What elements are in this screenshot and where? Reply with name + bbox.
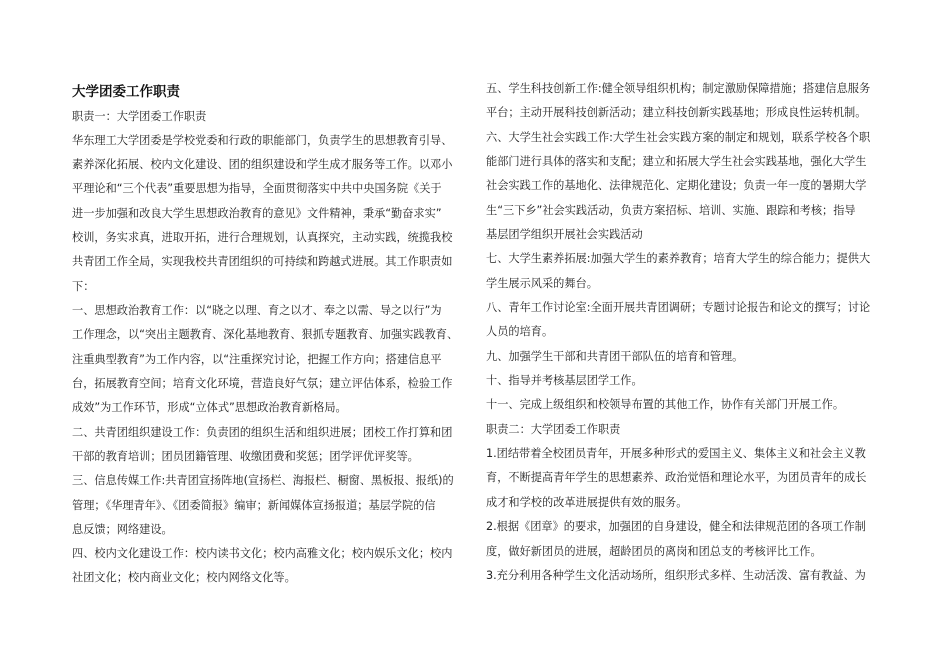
text-line: 度，做好新团员的进展，超龄团员的离岗和团总支的考核评比工作。	[486, 545, 822, 558]
text-line: 能部门进行具体的落实和支配；建立和拓展大学生社会实践基地，强化大学生	[486, 155, 867, 168]
text-line: 下：	[72, 280, 95, 293]
text-line: 七、大学生素养拓展:加强大学生的素养教育；培育大学生的综合能力；提供大	[486, 252, 871, 265]
text-line: 十一、完成上级组织和校领导布置的其他工作，协作有关部门开展工作。	[486, 398, 845, 411]
text-line: 学生展示风采的舞台。	[486, 277, 598, 290]
text-line: 人员的培育。	[486, 325, 554, 338]
text-line: 注重典型教育”为工作内容，以“注重探究讨论，把握工作方向；搭建信息平	[72, 353, 442, 366]
text-line: 社团文化；校内商业文化；校内网络文化等。	[72, 571, 296, 584]
text-line: 台，拓展教育空间；培育文化环境，营造良好气氛；建立评估体系，检验工作	[72, 377, 453, 390]
text-line: 十、指导并考核基层团学工作。	[486, 374, 643, 387]
text-line: 进一步加强和改良大学生思想政治教育的意见》文件精神，秉承“勤奋求实”	[72, 207, 442, 220]
text-line: 息反馈；网络建设。	[72, 523, 173, 536]
text-line: 八、青年工作讨论室:全面开展共青团调研；专题讨论报告和论文的撰写；讨论	[486, 301, 871, 314]
text-line: 3.充分利用各种学生文化活动场所，组织形式多样、生动活泼、富有教益、为	[486, 569, 866, 582]
text-line: 六、大学生社会实践工作:大学生社会实践方案的制定和规划，联系学校各个职	[486, 131, 871, 144]
text-line: 1.团结带着全校团员青年，开展多种形式的爱国主义、集体主义和社会主义教	[486, 447, 866, 460]
text-line: 平台；主动开展科技创新活动；建立科技创新实践基地；形成良性运转机制。	[486, 106, 867, 119]
text-line: 2.根据《团章》的要求，加强团的自身建设，健全和法律规范团的各项工作制	[486, 520, 866, 533]
text-line: 职责一：大学团委工作职责	[72, 110, 207, 123]
text-line: 生“三下乡”社会实践活动，负责方案招标、培训、实施、跟踪和考核；指导	[486, 204, 856, 217]
text-line: 平理论和“三个代表”重要思想为指导，全面贯彻落实中共中央国务院《关于	[72, 182, 442, 195]
text-line: 华东理工大学团委是学校党委和行政的职能部门，负责学生的思想教育引导、	[72, 134, 453, 147]
text-line: 社会实践工作的基地化、法律规范化、定期化建设；负责一年一度的暑期大学	[486, 179, 867, 192]
text-line: 三、信息传媒工作:共青团宣扬阵地(宣扬栏、海报栏、橱窗、黑板报、报纸)的	[72, 474, 454, 487]
text-line: 干部的教育培训；团员团籍管理、收缴团费和奖惩；团学评优评奖等。	[72, 450, 419, 463]
text-line: 工作理念，以“突出主题教育、深化基地教育、狠抓专题教育、加强实践教育、	[72, 328, 459, 341]
text-line: 校训，务实求真，进取开拓，进行合理规划，认真探究，主动实践，统揽我校	[72, 231, 453, 244]
document-title: 大学团委工作职责	[72, 84, 180, 100]
text-line: 职责二：大学团委工作职责	[486, 423, 621, 436]
text-line: 一、思想政治教育工作：以“晓之以理、育之以才、奉之以需、导之以行”为	[72, 304, 442, 317]
text-line: 管理；《华理青年》、《团委简报》编审；新闻媒体宣扬报道；基层学院的信	[72, 499, 436, 512]
text-line: 基层团学组织开展社会实践活动	[486, 228, 643, 241]
text-line: 成效”为工作环节，形成“立体式”思想政治教育新格局。	[72, 401, 347, 414]
text-line: 素养深化拓展、校内文化建设、团的组织建设和学生成才服务等工作。以邓小	[72, 158, 453, 171]
text-line: 四、校内文化建设工作：校内读书文化；校内高雅文化；校内娱乐文化；校内	[72, 547, 453, 560]
text-line: 九、加强学生干部和共青团干部队伍的培育和管理。	[486, 350, 744, 363]
text-line: 育，不断提高青年学生的思想素养、政治觉悟和理论水平，为团员青年的成长	[486, 471, 867, 484]
text-line: 共青团工作全局，实现我校共青团组织的可持续和跨越式进展。其工作职责如	[72, 255, 453, 268]
text-line: 二、共青团组织建设工作：负责团的组织生活和组织进展；团校工作打算和团	[72, 426, 453, 439]
text-line: 五、学生科技创新工作:健全领导组织机构；制定激励保障措施；搭建信息服务	[486, 82, 871, 95]
text-line: 成才和学校的改革进展提供有效的服务。	[486, 496, 688, 509]
